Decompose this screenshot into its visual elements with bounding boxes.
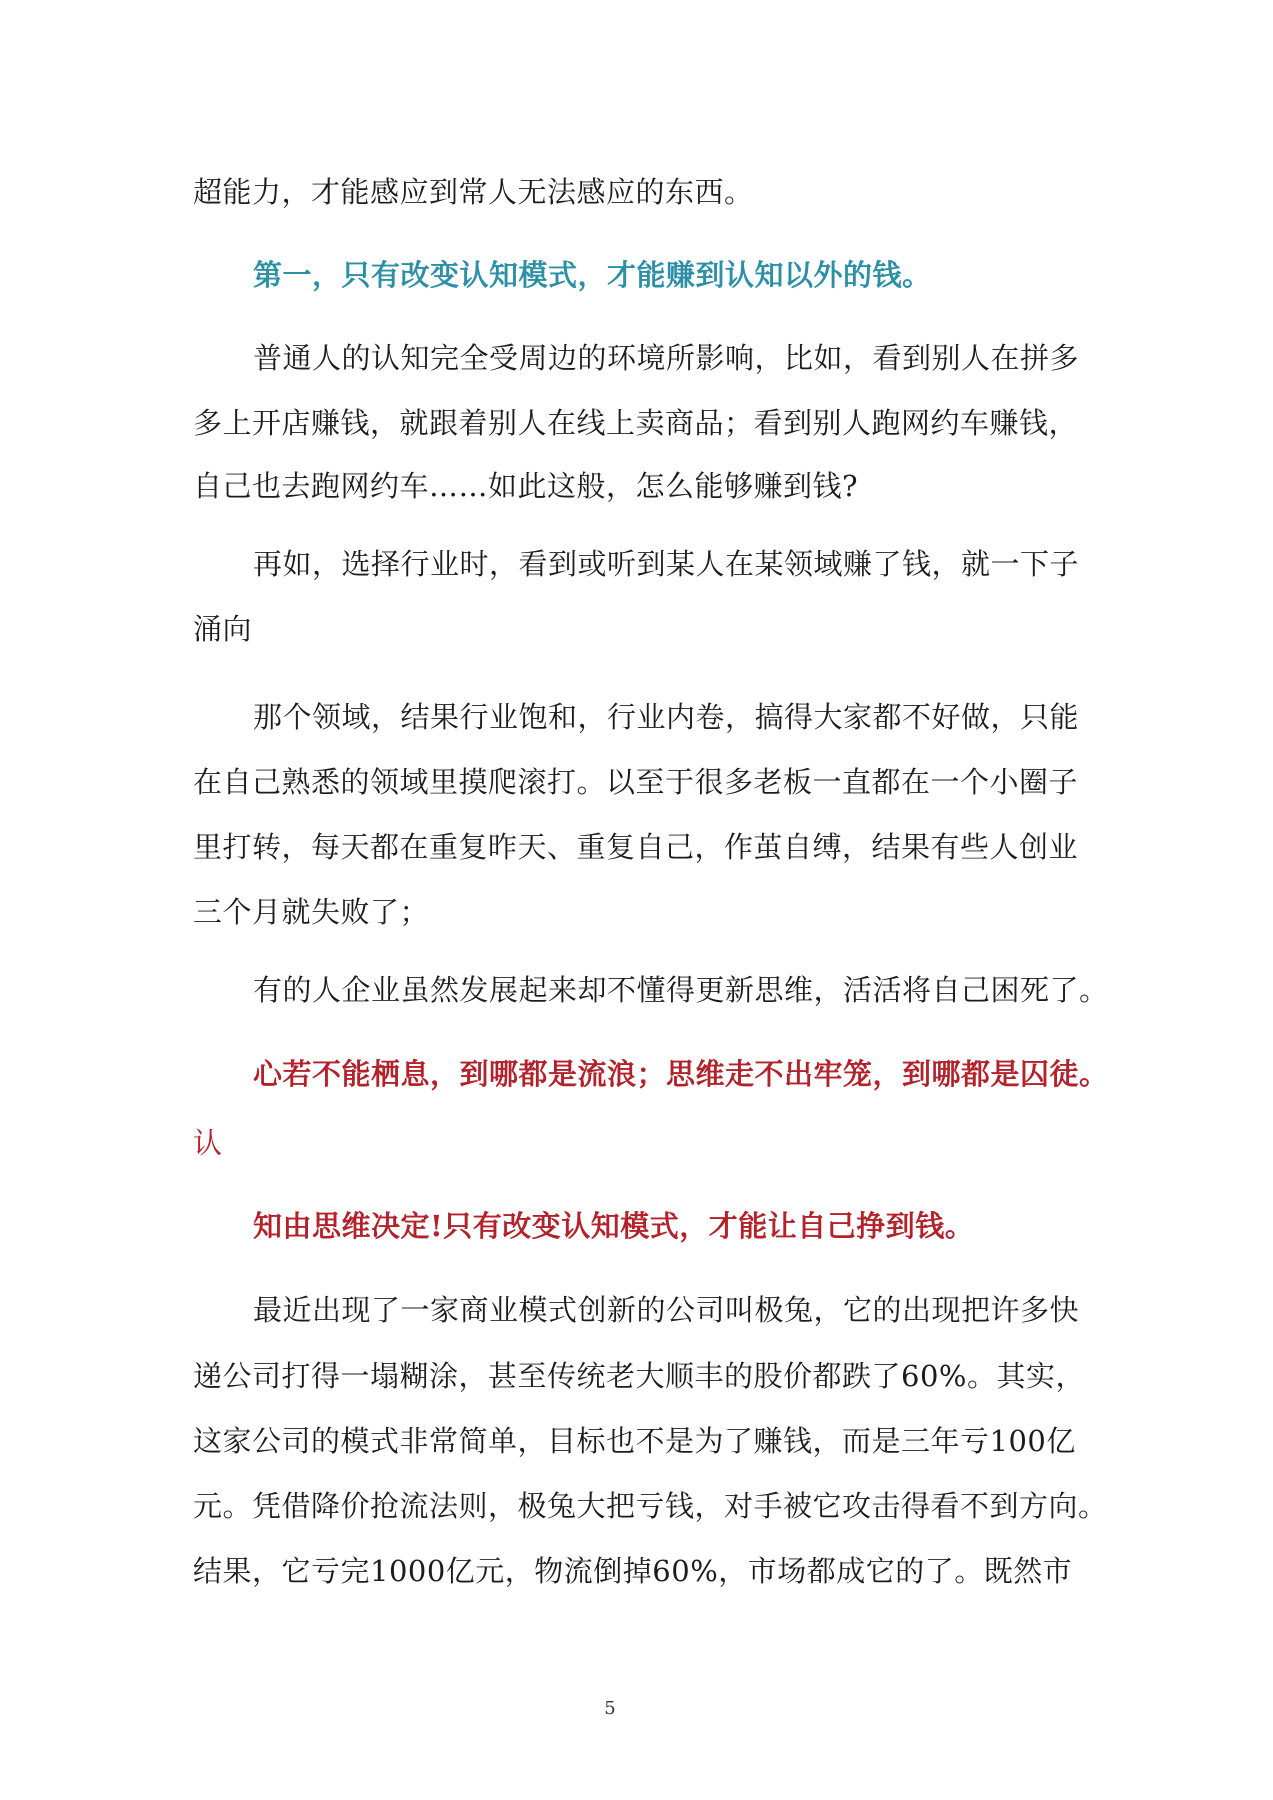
paragraph-line: 再如，选择行业时，看到或听到某人在某领域赚了钱，就一下子	[253, 547, 1080, 581]
paragraph-line: 涌向	[193, 612, 253, 646]
emphasis-line: 知由思维决定!只有改变认知模式，才能让自己挣到钱。	[253, 1209, 975, 1243]
paragraph-line: 元。凭借降价抢流法则，极兔大把亏钱，对手被它攻击得看不到方向。	[193, 1489, 1108, 1523]
section-heading: 第一，只有改变认知模式，才能赚到认知以外的钱。	[253, 258, 932, 292]
paragraph-line: 结果，它亏完1000亿元，物流倒掉60%，市场都成它的了。既然市	[193, 1554, 1073, 1588]
paragraph-line: 递公司打得一塌糊涂，甚至传统老大顺丰的股价都跌了60%。其实，	[193, 1359, 1085, 1393]
page-number: 5	[604, 1698, 616, 1719]
paragraph-line: 有的人企业虽然发展起来却不懂得更新思维，活活将自己困死了。	[253, 973, 1109, 1007]
emphasis-line: 认	[193, 1126, 223, 1160]
paragraph-line: 里打转，每天都在重复昨天、重复自己，作茧自缚，结果有些人创业	[193, 830, 1079, 864]
paragraph-line: 三个月就失败了；	[193, 895, 430, 929]
paragraph-line: 那个领域，结果行业饱和，行业内卷，搞得大家都不好做，只能	[253, 700, 1080, 734]
paragraph-line: 最近出现了一家商业模式创新的公司叫极兔，它的出现把许多快	[253, 1293, 1080, 1327]
paragraph-line: 这家公司的模式非常简单，目标也不是为了赚钱，而是三年亏100亿	[193, 1424, 1076, 1458]
paragraph-line: 普通人的认知完全受周边的环境所影响，比如，看到别人在拼多	[253, 341, 1080, 375]
paragraph-line: 自己也去跑网约车……如此这般，怎么能够赚到钱?	[193, 469, 859, 503]
paragraph-line: 在自己熟悉的领域里摸爬滚打。以至于很多老板一直都在一个小圈子	[193, 765, 1079, 799]
paragraph-line: 超能力，才能感应到常人无法感应的东西。	[193, 175, 754, 209]
paragraph-line: 多上开店赚钱，就跟着别人在线上卖商品；看到别人跑网约车赚钱，	[193, 406, 1079, 440]
emphasis-line: 心若不能栖息，到哪都是流浪；思维走不出牢笼，到哪都是囚徒。	[253, 1057, 1109, 1091]
